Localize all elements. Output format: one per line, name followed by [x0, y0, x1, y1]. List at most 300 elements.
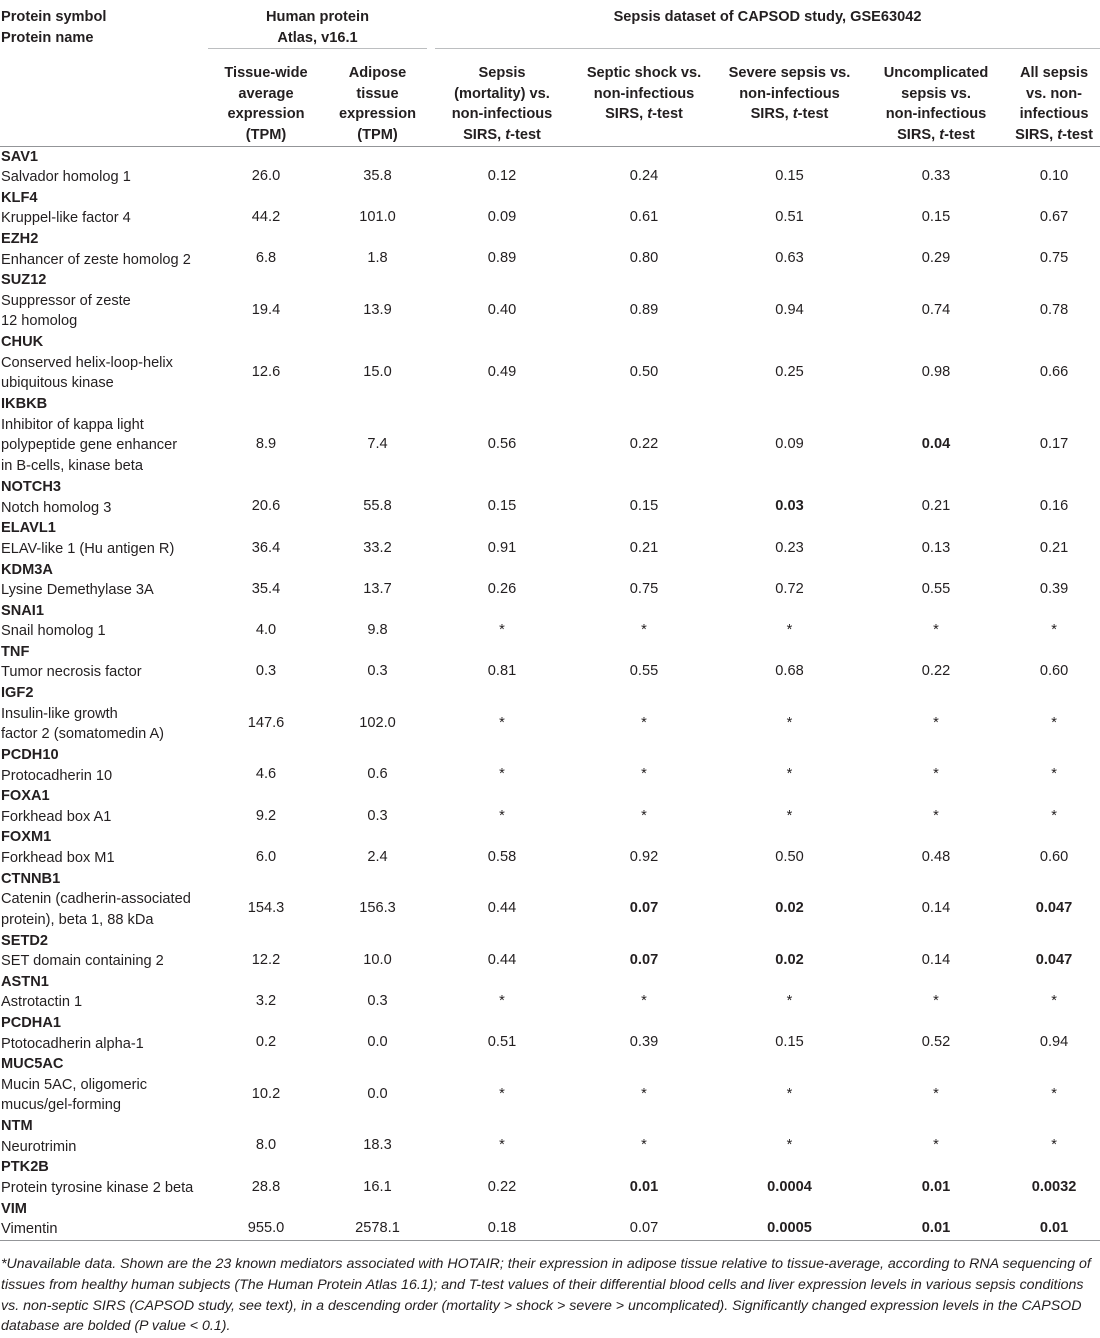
- value-cell: 0.44: [487, 951, 517, 968]
- value-cell: 0.04: [921, 436, 951, 453]
- value-cell: 0.15: [629, 498, 659, 515]
- protein-name: Snail homolog 1: [1, 623, 106, 640]
- value-cell: *: [1051, 621, 1057, 638]
- protein-name: Enhancer of zeste homolog 2: [1, 251, 191, 268]
- col-header-test-suffix: -test: [510, 126, 541, 143]
- value-cell: *: [641, 1085, 647, 1102]
- protein-name: Insulin-like growth: [1, 705, 118, 722]
- protein-name: Vimentin: [1, 1221, 58, 1238]
- value-cell: 0.0: [367, 1085, 388, 1102]
- table-row: [0, 601, 1100, 642]
- protein-cell: [0, 931, 208, 972]
- value-cell: 0.94: [1039, 1034, 1069, 1051]
- table-row: [0, 146, 1100, 188]
- col-header-line: Adipose: [348, 65, 407, 82]
- value-cell: 0.14: [921, 900, 951, 917]
- protein-symbol: CHUK: [1, 334, 44, 351]
- protein-symbol: SETD2: [1, 932, 49, 949]
- value-cell: *: [1051, 807, 1057, 824]
- value-cell: *: [786, 807, 793, 824]
- value-cell: 0.02: [775, 900, 804, 917]
- table-row: [0, 1116, 1100, 1157]
- protein-cell: [0, 229, 208, 270]
- col-header-line-text: SIRS,: [897, 126, 940, 143]
- value-cell: 0.09: [487, 209, 517, 226]
- value-cell: 0.15: [775, 1034, 804, 1051]
- value-cell: 2578.1: [355, 1220, 400, 1237]
- table-row: [0, 869, 1100, 931]
- protein-cell: [0, 146, 208, 188]
- value-cell: 4.6: [255, 766, 277, 783]
- value-cell: 0.03: [775, 498, 804, 515]
- value-cell: 0.50: [629, 363, 659, 380]
- col-header-4: [573, 49, 715, 146]
- value-cell: 0.66: [1039, 363, 1069, 380]
- value-cell: 0.52: [921, 1034, 951, 1051]
- table-row: [0, 1013, 1100, 1054]
- value-cell: 0.74: [921, 301, 951, 318]
- col-header-line: Septic shock vs.: [586, 65, 702, 82]
- value-cell: 36.4: [251, 539, 281, 556]
- value-cell: 10.0: [363, 951, 392, 968]
- value-cell: 0.55: [629, 663, 659, 680]
- col-header-line: non-infectious: [451, 106, 553, 123]
- value-cell: 0.67: [1039, 209, 1069, 226]
- value-cell: *: [1051, 766, 1057, 783]
- value-cell: 147.6: [247, 714, 285, 731]
- value-cell: *: [499, 1137, 505, 1154]
- value-cell: 0.15: [775, 167, 804, 184]
- table-row: [0, 1054, 1100, 1116]
- value-cell: 6.0: [255, 848, 277, 865]
- table-row: [0, 560, 1100, 601]
- protein-symbol: PTK2B: [1, 1159, 49, 1176]
- value-cell: 10.2: [251, 1085, 281, 1102]
- col-header-empty: [0, 49, 208, 146]
- col-header-test-suffix: -test: [797, 106, 829, 123]
- protein-name: factor 2 (somatomedin A): [1, 726, 165, 743]
- value-cell: *: [1051, 1085, 1057, 1102]
- protein-name: Suppressor of zeste: [1, 292, 131, 309]
- value-cell: *: [1051, 1137, 1057, 1154]
- col-header-line: non-infectious: [739, 85, 840, 102]
- value-cell: 0.98: [921, 363, 951, 380]
- col-header-line: expression: [227, 106, 305, 123]
- value-cell: *: [933, 714, 939, 731]
- table-row: [0, 1199, 1100, 1241]
- value-cell: *: [641, 766, 647, 783]
- col-header-line: (TPM): [245, 126, 287, 143]
- table-row: [0, 972, 1100, 1013]
- value-cell: 0.23: [775, 539, 804, 556]
- col-header-1: [208, 49, 324, 146]
- value-cell: 0.56: [487, 436, 517, 453]
- col-header-line: average: [238, 85, 294, 102]
- value-cell: 0.55: [921, 580, 951, 597]
- protein-name: ELAV-like 1 (Hu antigen R): [1, 540, 175, 557]
- protein-symbol: FOXM1: [1, 829, 52, 846]
- protein-name: Salvador homolog 1: [1, 169, 131, 186]
- protein-name: SET domain containing 2: [1, 953, 164, 970]
- value-cell: 0.2: [255, 1034, 277, 1051]
- protein-cell: [0, 188, 208, 229]
- protein-name: Ptotocadherin alpha-1: [1, 1035, 144, 1052]
- col-header-3: [431, 49, 573, 146]
- col-header-line: Uncomplicated: [883, 65, 989, 82]
- value-cell: *: [1051, 714, 1057, 731]
- col-header-line: [715, 104, 864, 125]
- protein-cell: [0, 332, 208, 394]
- value-cell: 0.49: [487, 363, 517, 380]
- value-cell: 0.25: [775, 363, 804, 380]
- col-header-line: vs. non-: [1026, 85, 1082, 102]
- value-cell: 0.58: [487, 848, 517, 865]
- protein-cell: [0, 1157, 208, 1198]
- value-cell: 156.3: [359, 900, 396, 917]
- value-cell: 3.2: [255, 993, 277, 1010]
- table-footnote: *Unavailable data. Shown are the 23 known mediators associated with HOTAIR; their expression in adipose tissue relative to tissue-average, according to RNA sequencing of tissues from healthy human subjects (The Human Protein Atlas 16.1); and T-test values of their differential blood cells and liver expression levels in various sepsis conditions vs. non-septic SIRS (CAPSOD study, see text), in a descending order (mortality > shock > severe > uncomplicated). Significantly changed expression levels in the CAPSOD database are bolded (P value < 0.1).: [1, 1256, 1091, 1335]
- value-cell: 0.94: [775, 301, 804, 318]
- value-cell: 13.9: [363, 301, 392, 318]
- value-cell: 0.72: [775, 580, 804, 597]
- value-cell: 8.0: [255, 1137, 277, 1154]
- value-cell: *: [786, 1085, 793, 1102]
- col-header-t-letter: t: [792, 106, 798, 123]
- protein-name: mucus/gel-forming: [1, 1097, 122, 1114]
- protein-cell: [0, 972, 208, 1013]
- value-cell: *: [786, 766, 793, 783]
- value-cell: 0.0032: [1031, 1178, 1077, 1195]
- value-cell: 0.63: [775, 250, 804, 267]
- col-header-line-text: SIRS,: [1015, 126, 1058, 143]
- col-header-test-suffix: -test: [944, 126, 975, 143]
- value-cell: 0.047: [1035, 900, 1073, 917]
- col-header-protein-line1: Protein symbol: [1, 9, 107, 25]
- col-header-protein: [0, 0, 208, 49]
- col-header-line: (mortality) vs.: [454, 85, 550, 102]
- value-cell: 0.75: [629, 580, 659, 597]
- value-cell: *: [786, 714, 793, 731]
- protein-cell: [0, 869, 208, 931]
- value-cell: *: [499, 714, 505, 731]
- group-header-capsod: Sepsis dataset of CAPSOD study, GSE63042: [431, 0, 1100, 49]
- value-cell: *: [641, 1137, 647, 1154]
- col-header-6: [864, 49, 1008, 146]
- protein-symbol: SNAI1: [1, 602, 44, 619]
- value-cell: 0.68: [775, 663, 804, 680]
- value-cell: 13.7: [363, 580, 392, 597]
- value-cell: *: [933, 1137, 939, 1154]
- col-header-line: All sepsis: [1019, 65, 1089, 82]
- protein-name: Conserved helix-loop-helix: [1, 354, 173, 371]
- protein-cell: [0, 642, 208, 683]
- col-header-t-letter: t: [1057, 126, 1063, 143]
- protein-cell: [0, 560, 208, 601]
- value-cell: 0.22: [629, 436, 659, 453]
- col-header-line: Severe sepsis vs.: [728, 65, 851, 82]
- value-cell: 15.0: [363, 363, 392, 380]
- col-header-7: [1008, 49, 1100, 146]
- value-cell: 0.22: [487, 1178, 517, 1195]
- value-cell: *: [499, 621, 505, 638]
- col-header-line: (TPM): [357, 126, 398, 143]
- protein-symbol: NOTCH3: [1, 479, 61, 496]
- value-cell: 0.89: [629, 301, 659, 318]
- value-cell: *: [499, 766, 505, 783]
- value-cell: 0.01: [921, 1220, 951, 1237]
- value-cell: *: [499, 993, 505, 1010]
- protein-name: Kruppel-like factor 4: [1, 210, 131, 227]
- protein-symbol: SAV1: [1, 148, 39, 165]
- table-row: [0, 477, 1100, 518]
- value-cell: 0.21: [1039, 539, 1069, 556]
- value-cell: 0.61: [629, 209, 659, 226]
- table-row: [0, 786, 1100, 827]
- value-cell: 4.0: [255, 621, 277, 638]
- col-header-line: infectious: [1019, 106, 1089, 123]
- value-cell: 0.21: [629, 539, 659, 556]
- protein-symbol: FOXA1: [1, 788, 50, 805]
- protein-name: protein), beta 1, 88 kDa: [1, 911, 154, 928]
- protein-symbol: NTM: [1, 1118, 33, 1135]
- protein-symbol: TNF: [1, 643, 30, 660]
- value-cell: 6.8: [255, 250, 277, 267]
- table-row: [0, 827, 1100, 868]
- value-cell: 9.8: [367, 621, 388, 638]
- value-cell: *: [1051, 993, 1057, 1010]
- table-row: [0, 332, 1100, 394]
- protein-name: Catenin (cadherin-associated: [1, 891, 191, 908]
- value-cell: 9.2: [255, 807, 277, 824]
- protein-name: Astrotactin 1: [1, 994, 83, 1011]
- col-header-line: non-infectious: [885, 106, 987, 123]
- value-cell: *: [786, 993, 793, 1010]
- col-header-t-letter: t: [647, 106, 653, 123]
- table-row: [0, 394, 1100, 477]
- value-cell: *: [933, 766, 939, 783]
- protein-name: Forkhead box A1: [1, 808, 112, 825]
- protein-symbol: KDM3A: [1, 561, 53, 578]
- value-cell: 101.0: [359, 209, 396, 226]
- protein-cell: [0, 601, 208, 642]
- value-cell: 18.3: [363, 1137, 392, 1154]
- protein-cell: [0, 1116, 208, 1157]
- table-body: [0, 146, 1100, 1241]
- value-cell: 8.9: [255, 436, 277, 453]
- value-cell: 0.48: [921, 848, 951, 865]
- col-header-5: [715, 49, 864, 146]
- value-cell: *: [933, 993, 939, 1010]
- value-cell: 0.09: [775, 436, 804, 453]
- col-header-2: [324, 49, 431, 146]
- table-row: [0, 931, 1100, 972]
- protein-name: Mucin 5AC, oligomeric: [1, 1076, 147, 1093]
- value-cell: 0.047: [1035, 951, 1073, 968]
- value-cell: *: [786, 621, 793, 638]
- value-cell: 154.3: [247, 900, 285, 917]
- protein-name: Protein tyrosine kinase 2 beta: [1, 1179, 194, 1196]
- group-header-atlas-line1: Human protein: [266, 9, 369, 25]
- value-cell: 35.4: [251, 580, 281, 597]
- col-header-test-suffix: -test: [652, 106, 683, 123]
- protein-cell: [0, 270, 208, 332]
- value-cell: 0.24: [629, 167, 659, 184]
- value-cell: 44.2: [251, 209, 281, 226]
- value-cell: 0.92: [629, 848, 659, 865]
- value-cell: 0.80: [629, 250, 659, 267]
- protein-symbol: VIM: [1, 1200, 27, 1217]
- value-cell: *: [499, 807, 505, 824]
- protein-symbol: KLF4: [1, 189, 38, 206]
- col-header-t-letter: t: [939, 126, 945, 143]
- value-cell: *: [641, 993, 647, 1010]
- table-row: [0, 229, 1100, 270]
- table-row: [0, 1157, 1100, 1198]
- value-cell: 35.8: [363, 167, 392, 184]
- value-cell: 28.8: [251, 1178, 281, 1195]
- table-row: [0, 683, 1100, 745]
- value-cell: *: [786, 1137, 793, 1154]
- table-row: [0, 270, 1100, 332]
- protein-symbol: EZH2: [1, 230, 39, 247]
- value-cell: 16.1: [363, 1178, 392, 1195]
- value-cell: 0.50: [775, 848, 804, 865]
- value-cell: 7.4: [367, 436, 388, 453]
- protein-cell: [0, 394, 208, 477]
- protein-cell: [0, 745, 208, 786]
- col-header-test-suffix: -test: [1062, 126, 1093, 143]
- protein-cell: [0, 1054, 208, 1116]
- value-cell: *: [641, 621, 647, 638]
- col-header-line: Sepsis: [478, 65, 526, 82]
- value-cell: 0.39: [629, 1034, 659, 1051]
- col-header-line-text: SIRS,: [605, 106, 648, 123]
- value-cell: 0.0004: [767, 1178, 812, 1195]
- protein-symbol: ASTN1: [1, 973, 49, 990]
- protein-cell: [0, 683, 208, 745]
- value-cell: 0.01: [921, 1178, 951, 1195]
- value-cell: 0.3: [367, 663, 388, 680]
- value-cell: 0.81: [487, 663, 517, 680]
- protein-cell: [0, 827, 208, 868]
- value-cell: 0.15: [921, 209, 951, 226]
- protein-name: Forkhead box M1: [1, 850, 115, 867]
- value-cell: 0.78: [1039, 301, 1069, 318]
- value-cell: 0.22: [921, 663, 951, 680]
- table-row: [0, 518, 1100, 559]
- protein-symbol: PCDH10: [1, 747, 59, 764]
- table-header: [0, 0, 1100, 146]
- protein-symbol: IGF2: [1, 685, 34, 702]
- value-cell: 0.3: [367, 807, 388, 824]
- value-cell: 0.07: [629, 951, 659, 968]
- protein-name: Notch homolog 3: [1, 499, 112, 516]
- protein-symbol: CTNNB1: [1, 870, 61, 887]
- value-cell: 0.51: [775, 209, 804, 226]
- column-header-row: [0, 49, 1100, 146]
- value-cell: 0.18: [487, 1220, 517, 1237]
- value-cell: *: [641, 807, 647, 824]
- value-cell: 955.0: [247, 1220, 285, 1237]
- value-cell: 0.10: [1039, 167, 1069, 184]
- value-cell: 0.6: [367, 766, 388, 783]
- protein-name: ubiquitous kinase: [1, 375, 114, 392]
- value-cell: 0.29: [921, 250, 951, 267]
- value-cell: 0.60: [1039, 848, 1069, 865]
- value-cell: 0.13: [921, 539, 951, 556]
- value-cell: 0.91: [487, 539, 517, 556]
- protein-symbol: IKBKB: [1, 396, 48, 413]
- value-cell: 0.60: [1039, 663, 1069, 680]
- col-header-line: [431, 125, 573, 146]
- protein-name: Protocadherin 10: [1, 767, 113, 784]
- value-cell: 20.6: [251, 498, 281, 515]
- col-header-line-text: SIRS,: [463, 126, 506, 143]
- value-cell: *: [933, 807, 939, 824]
- group-header-atlas-line2: Atlas, v16.1: [277, 29, 358, 46]
- value-cell: 0.16: [1039, 498, 1069, 515]
- group-header-atlas: [208, 0, 431, 49]
- protein-name: Tumor necrosis factor: [1, 664, 142, 681]
- value-cell: 0.51: [487, 1034, 517, 1051]
- value-cell: 2.4: [367, 848, 388, 865]
- col-header-line: expression: [338, 106, 417, 123]
- value-cell: 0.07: [629, 900, 659, 917]
- col-header-line-text: SIRS,: [750, 106, 793, 123]
- value-cell: 0.21: [921, 498, 951, 515]
- value-cell: *: [499, 1085, 505, 1102]
- value-cell: *: [641, 714, 647, 731]
- protein-cell: [0, 786, 208, 827]
- col-header-line: non-infectious: [593, 85, 695, 102]
- protein-name: polypeptide gene enhancer: [1, 437, 178, 454]
- table-row: [0, 188, 1100, 229]
- protein-cell: [0, 1013, 208, 1054]
- col-header-line: [864, 125, 1008, 146]
- value-cell: 19.4: [251, 301, 281, 318]
- value-cell: 0.3: [367, 993, 388, 1010]
- col-header-line: Tissue-wide: [224, 65, 308, 82]
- col-header-line: tissue: [356, 85, 399, 102]
- value-cell: 102.0: [359, 714, 396, 731]
- protein-cell: [0, 477, 208, 518]
- protein-name: Neurotrimin: [1, 1138, 77, 1155]
- value-cell: *: [933, 621, 939, 638]
- value-cell: 0.01: [1039, 1220, 1069, 1237]
- value-cell: 0.3: [255, 663, 277, 680]
- value-cell: 33.2: [363, 539, 392, 556]
- table-row: [0, 745, 1100, 786]
- value-cell: 12.2: [251, 951, 281, 968]
- value-cell: 0.26: [487, 580, 517, 597]
- value-cell: 0.0: [367, 1034, 388, 1051]
- col-header-protein-line2: Protein name: [1, 29, 94, 46]
- protein-name: 12 homolog: [1, 313, 78, 330]
- value-cell: 12.6: [251, 363, 281, 380]
- value-cell: 0.40: [487, 301, 517, 318]
- value-cell: 0.75: [1039, 250, 1069, 267]
- protein-symbol: ELAVL1: [1, 520, 56, 537]
- protein-name: Lysine Demethylase 3A: [1, 582, 154, 599]
- value-cell: 0.89: [487, 250, 517, 267]
- col-header-line: sepsis vs.: [901, 85, 971, 102]
- col-header-t-letter: t: [505, 126, 511, 143]
- value-cell: 0.12: [487, 167, 517, 184]
- value-cell: 26.0: [251, 167, 281, 184]
- value-cell: 0.39: [1039, 580, 1069, 597]
- col-header-line: [573, 104, 715, 125]
- protein-symbol: PCDHA1: [1, 1015, 62, 1031]
